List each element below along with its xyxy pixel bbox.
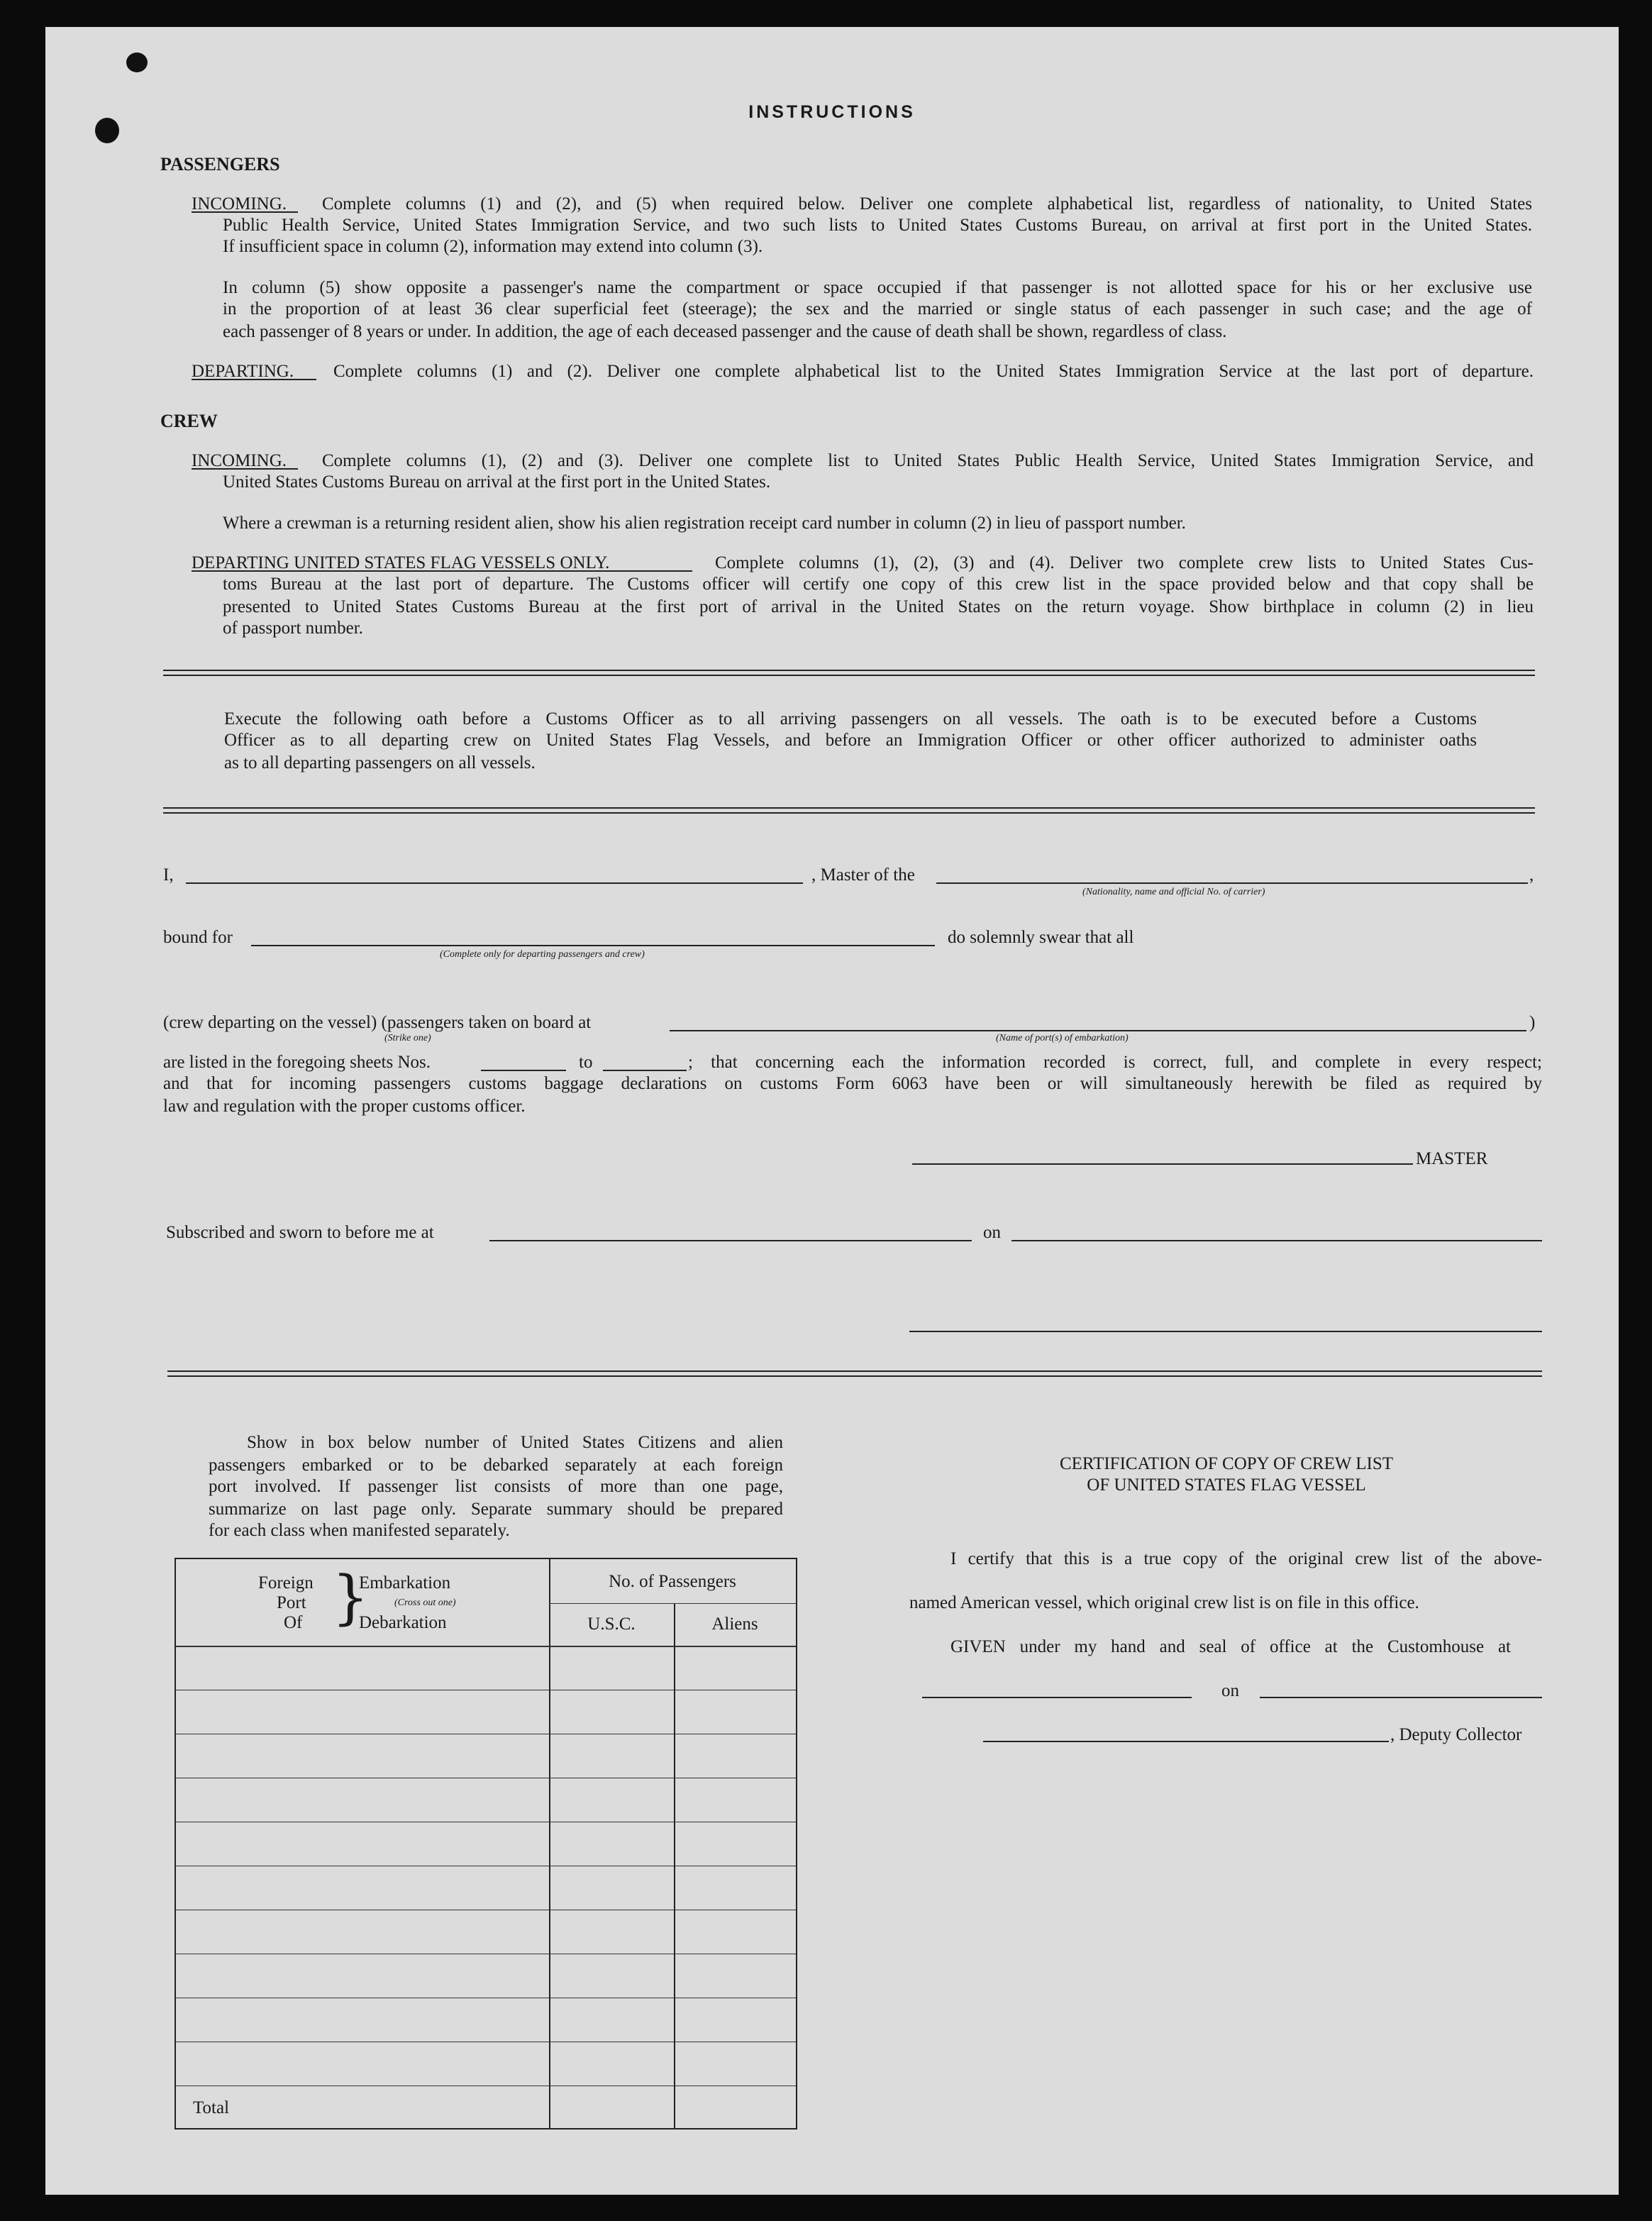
bound-for-note: (Complete only for departing passengers and crew) <box>440 949 645 960</box>
close-paren: ) <box>1529 1013 1536 1032</box>
oath-instructions: Officer as to all departing crew on United States Flag Vessels, and before an Immigration Officer or other officer authorized to administer oaths <box>224 731 1477 750</box>
certification-date-field[interactable] <box>1260 1697 1542 1698</box>
passengers-heading: PASSENGERS <box>160 154 280 175</box>
subscribed-label: Subscribed and sworn to before me at <box>166 1223 434 1242</box>
passengers-departing-text: Complete columns (1) and (2). Deliver one complete alphabetical list to the United States Immigration Service at the last port of departure. <box>333 362 1534 381</box>
master-name-field[interactable] <box>186 882 803 884</box>
master-signature-field[interactable] <box>912 1163 1413 1165</box>
crew-departing-text: toms Bureau at the last port of departure. The Customs officer will certify one copy of this crew list in the space provided below and that copy shall be <box>223 575 1534 594</box>
strike-one-note: (Strike one) <box>384 1033 431 1043</box>
oath-instructions: as to all departing passengers on all vessels. <box>224 753 536 772</box>
crew-departing-label: DEPARTING UNITED STATES FLAG VESSELS ONLY. <box>192 553 610 572</box>
sworn-date-field[interactable] <box>1011 1240 1542 1241</box>
master-label: MASTER <box>1416 1149 1488 1168</box>
sheet-from-field[interactable] <box>481 1070 566 1071</box>
crew-passengers-text: (crew departing on the vessel) (passengers taken on board at <box>163 1013 592 1032</box>
summary-instructions: summarize on last page only. Separate summary should be prepared <box>209 1500 783 1519</box>
certification-text: named American vessel, which original crew list is on file in this office. <box>909 1593 1419 1612</box>
sworn-place-field[interactable] <box>489 1240 972 1241</box>
deputy-collector-signature-field[interactable] <box>983 1741 1389 1742</box>
oath-instructions: Execute the following oath before a Customs Officer as to all arriving passengers on all vessels. The oath is to be executed before a Customs <box>224 709 1477 729</box>
crew-incoming-underline <box>192 468 298 470</box>
column-5-instructions: each passenger of 8 years or under. In addition, the age of each deceased passenger and the cause of death shall be shown, regardless of class. <box>223 322 1227 341</box>
crew-incoming-text: United States Customs Bureau on arrival at the first port in the United States. <box>223 472 771 492</box>
carrier-field-note: (Nationality, name and official No. of carrier) <box>1082 887 1265 897</box>
header-cross-out: (Cross out one) <box>394 1597 456 1608</box>
page-title: INSTRUCTIONS <box>748 102 916 122</box>
section-divider <box>167 1370 1542 1377</box>
table-total-label: Total <box>193 2098 230 2117</box>
crew-resident-alien-text: Where a crewman is a returning resident alien, show his alien registration receipt card number in column (2) in lieu of passport number. <box>223 514 1186 533</box>
passengers-incoming-label: INCOMING. <box>192 194 287 214</box>
table-header-bottom <box>176 1646 796 1647</box>
crew-incoming-text: Complete columns (1), (2) and (3). Deliver one complete list to United States Public Health Service, United States Immigration Service, and <box>322 451 1534 470</box>
certification-on-label: on <box>1221 1681 1239 1700</box>
certification-given: GIVEN under my hand and seal of office at the Customhouse at <box>950 1637 1511 1656</box>
master-of-label: , Master of the <box>811 865 915 885</box>
section-divider <box>163 807 1535 814</box>
punch-hole-mark <box>126 52 148 72</box>
ports-note: (Name of port(s) of embarkation) <box>996 1033 1129 1043</box>
table-header-divider <box>549 1603 796 1604</box>
crew-departing-underline <box>192 570 692 572</box>
header-foreign: Foreign <box>258 1573 314 1593</box>
customhouse-field[interactable] <box>922 1697 1192 1698</box>
ports-embarkation-field[interactable] <box>670 1030 1526 1031</box>
crew-departing-text: of passport number. <box>223 619 363 638</box>
incoming-label-underline <box>192 211 298 213</box>
header-of: Of <box>284 1613 303 1632</box>
passengers-departing-label: DEPARTING. <box>192 362 294 381</box>
passengers-incoming-text: If insufficient space in column (2), information may extend into column (3). <box>223 237 763 256</box>
certification-text: I certify that this is a true copy of the original crew list of the above- <box>950 1549 1542 1568</box>
officer-signature-field[interactable] <box>909 1331 1542 1332</box>
table-column-divider <box>549 1559 550 2128</box>
listed-text: are listed in the foregoing sheets Nos. <box>163 1053 431 1072</box>
form-page <box>45 27 1619 2195</box>
summary-instructions: port involved. If passenger list consists of more than one page, <box>209 1477 783 1496</box>
bound-for-field[interactable] <box>251 945 935 946</box>
summary-instructions: Show in box below number of United States Citizens and alien <box>247 1433 783 1452</box>
sheet-to-field[interactable] <box>603 1070 687 1071</box>
swear-text: do solemnly swear that all <box>948 928 1134 947</box>
summary-instructions: for each class when manifested separately. <box>209 1521 510 1540</box>
section-divider <box>163 670 1535 676</box>
oath-i-label: I, <box>163 865 174 885</box>
column-5-instructions: in the proportion of at least 36 clear superficial feet (steerage); the sex and the married or single status of each passenger in such case; and the age of <box>223 299 1532 319</box>
crew-departing-text: Complete columns (1), (2), (3) and (4). Deliver two complete crew lists to United States Cus- <box>715 553 1534 572</box>
oath-text: and that for incoming passengers customs baggage declarations on customs Form 6063 have been or will simultaneously herewith be filed as required by <box>163 1074 1542 1093</box>
header-aliens: Aliens <box>711 1614 758 1634</box>
header-no-passengers: No. of Passengers <box>609 1572 736 1591</box>
passengers-incoming-text: Public Health Service, United States Immigration Service, and two such lists to United States Customs Bureau, on arrival at first port in the United States. <box>223 216 1532 235</box>
certification-title: CERTIFICATION OF COPY OF CREW LIST <box>1059 1454 1394 1473</box>
sworn-on-label: on <box>983 1223 1001 1242</box>
listed-text: ; that concerning each the information recorded is correct, full, and complete in every respect; <box>688 1053 1542 1072</box>
crew-heading: CREW <box>160 411 218 431</box>
passenger-summary-table <box>174 1558 797 2129</box>
oath-text: law and regulation with the proper customs officer. <box>163 1097 526 1116</box>
carrier-field[interactable] <box>936 882 1528 884</box>
listed-to: to <box>579 1053 593 1072</box>
header-debarkation: Debarkation <box>359 1613 447 1632</box>
header-embarkation: Embarkation <box>359 1573 451 1593</box>
header-port: Port <box>277 1593 306 1612</box>
crew-departing-text: presented to United States Customs Bureau at the first port of arrival in the United States on the return voyage. Show birthplace in column (2) in lieu <box>223 597 1534 616</box>
brace-icon: } <box>332 1564 370 1632</box>
certification-title: OF UNITED STATES FLAG VESSEL <box>1087 1475 1366 1495</box>
header-usc: U.S.C. <box>587 1614 636 1634</box>
passengers-incoming-text: Complete columns (1) and (2), and (5) when required below. Deliver one complete alphabetical list, regardless of nationality, to United States <box>322 194 1532 214</box>
oath-comma: , <box>1529 865 1534 885</box>
bound-for-label: bound for <box>163 928 233 947</box>
crew-incoming-label: INCOMING. <box>192 451 287 470</box>
departing-label-underline <box>192 379 316 380</box>
column-5-instructions: In column (5) show opposite a passenger's name the compartment or space occupied if that passenger is not allotted space for his or her exclusive use <box>223 278 1532 297</box>
deputy-collector-label: , Deputy Collector <box>1390 1725 1522 1744</box>
summary-instructions: passengers embarked or to be debarked separately at each foreign <box>209 1456 783 1475</box>
